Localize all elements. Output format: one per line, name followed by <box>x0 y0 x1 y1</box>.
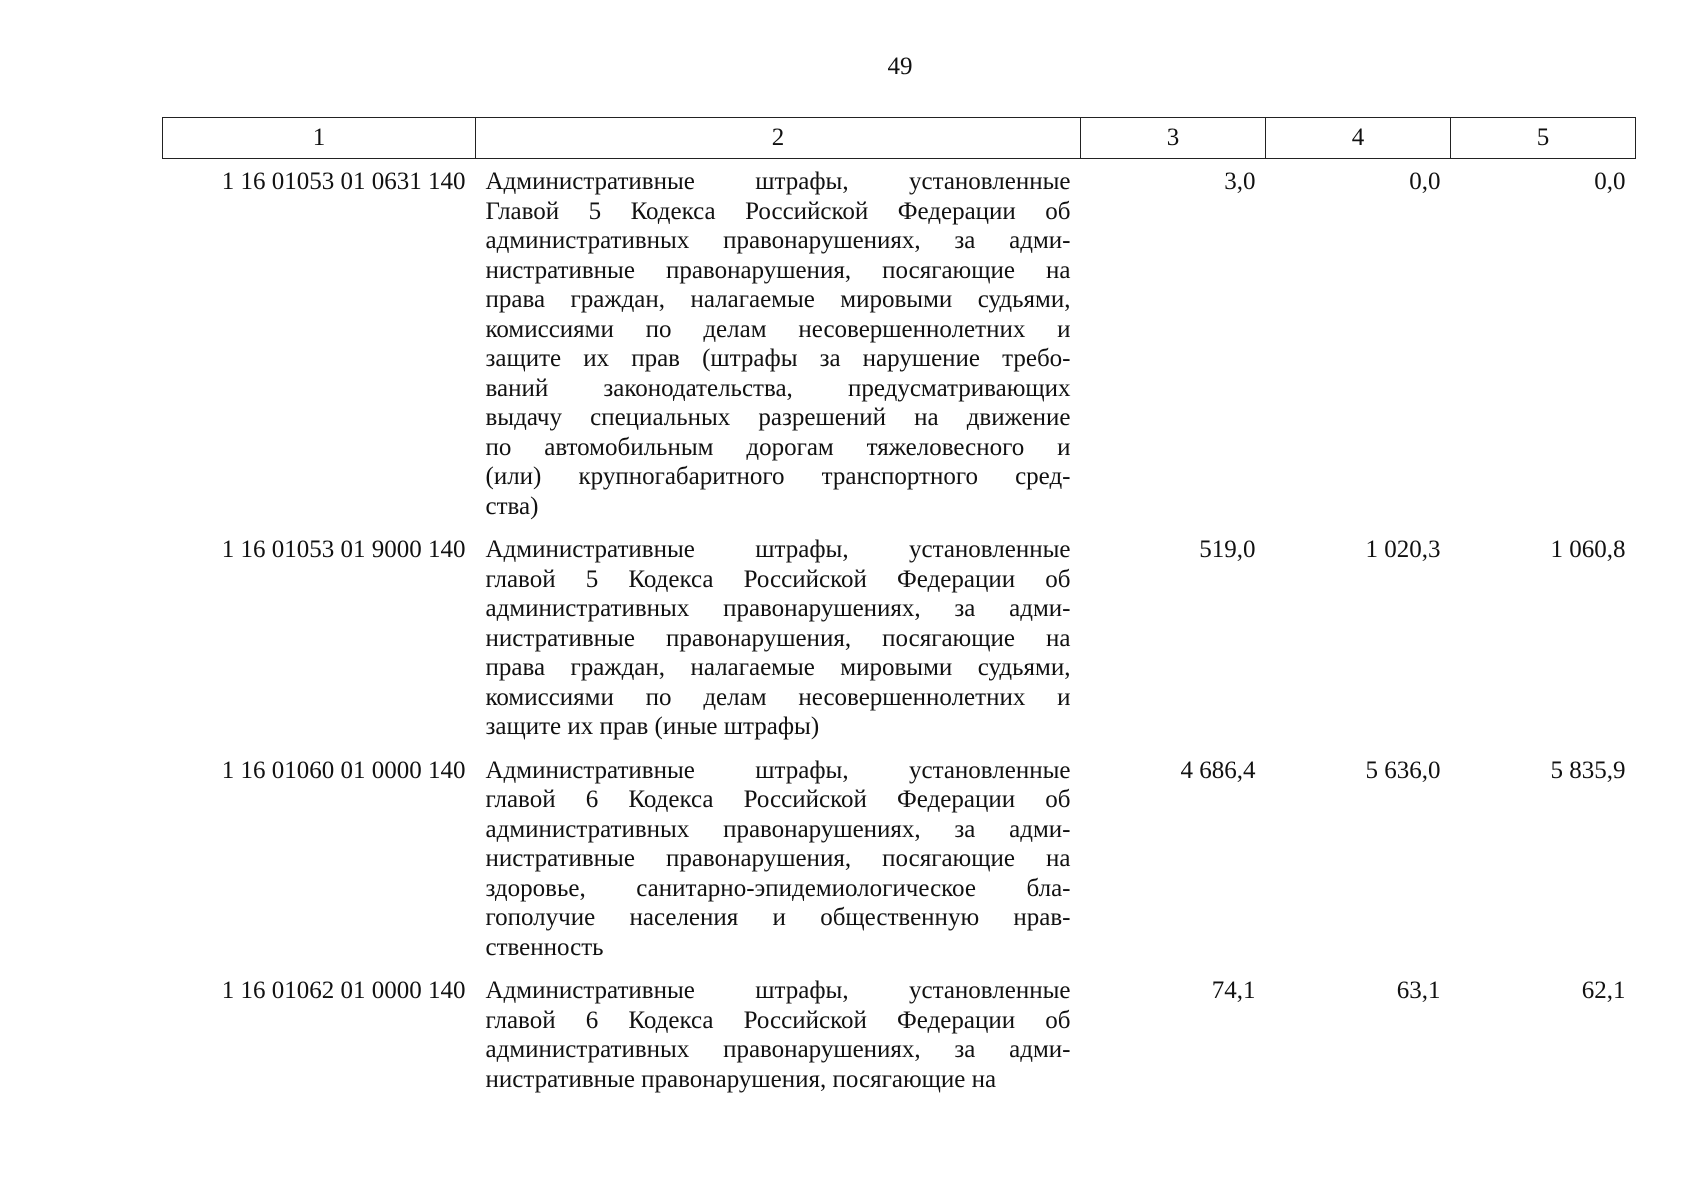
description-line: Главой 5 Кодекса Российской Федерации об <box>485 197 1071 225</box>
description-line: Административные штрафы, установленные <box>485 977 1071 1004</box>
description-cell <box>476 748 1081 969</box>
value-col-5-cell: 5 835,9 <box>1550 756 1626 784</box>
revenue-code-cell: 1 16 01060 01 0000 140 <box>221 756 466 784</box>
description-line: гополучие населения и общественную нрав- <box>485 904 1071 931</box>
value-col-4-cell: 5 636,0 <box>1365 756 1441 784</box>
page-number: 49 <box>887 53 913 80</box>
description-line: нистративные правонарушения, посягающие на <box>485 1065 997 1093</box>
table-body <box>163 159 1636 1101</box>
value-col-4-cell: 63,1 <box>1396 977 1441 1004</box>
description-line: нистративные правонарушения, посягающие на <box>485 624 1071 652</box>
description-line: права граждан, налагаемые мировыми судьями, <box>485 286 1071 313</box>
value-col-5-cell: 0,0 <box>1594 168 1626 195</box>
revenue-code-cell: 1 16 01053 01 0631 140 <box>221 168 466 195</box>
description-cell <box>476 968 1081 1100</box>
description-line: Административные штрафы, установленные <box>485 168 1071 195</box>
description-line: ственность <box>485 933 604 961</box>
value-col-4-cell: 1 020,3 <box>1365 536 1441 563</box>
description-line: здоровье, санитарно-эпидемиологическое бла- <box>485 874 1071 902</box>
description-line: Административные штрафы, установленные <box>485 756 1071 784</box>
table-row <box>163 159 1636 528</box>
description-line: комиссиями по делам несовершеннолетних и <box>485 683 1071 711</box>
value-col-3-cell: 3,0 <box>1224 168 1256 195</box>
description-line: права граждан, налагаемые мировыми судьями, <box>485 654 1071 681</box>
description-cell <box>476 159 1081 528</box>
budget-table <box>162 117 1636 1100</box>
value-col-3-cell: 4 686,4 <box>1180 756 1256 784</box>
description-line: ства) <box>485 492 539 520</box>
description-line: административных правонарушениях, за адми- <box>485 227 1071 254</box>
value-col-3-cell: 74,1 <box>1211 977 1256 1004</box>
description-line: административных правонарушениях, за адми- <box>485 815 1071 843</box>
description-line: главой 5 Кодекса Российской Федерации об <box>485 565 1071 593</box>
revenue-code-cell: 1 16 01062 01 0000 140 <box>221 977 466 1004</box>
header-col-2: 2 <box>476 118 1081 159</box>
description-line: защите их прав (штрафы за нарушение требо- <box>485 345 1071 372</box>
description-line: Административные штрафы, установленные <box>485 536 1071 563</box>
description-line: (или) крупногабаритного транспортного сред- <box>485 463 1071 490</box>
description-line: главой 6 Кодекса Российской Федерации об <box>485 1006 1071 1034</box>
header-col-1: 1 <box>163 118 476 159</box>
value-col-5-cell: 1 060,8 <box>1550 536 1626 563</box>
description-line: административных правонарушениях, за адми- <box>485 595 1071 622</box>
description-line: административных правонарушениях, за адми- <box>485 1036 1071 1063</box>
value-col-5-cell: 62,1 <box>1581 977 1626 1004</box>
header-col-4: 4 <box>1266 118 1451 159</box>
table-row <box>163 527 1636 748</box>
description-line: выдачу специальных разрешений на движение <box>485 404 1071 431</box>
header-col-3: 3 <box>1081 118 1266 159</box>
description-line: нистративные правонарушения, посягающие на <box>485 845 1071 872</box>
header-col-5: 5 <box>1451 118 1636 159</box>
description-line: по автомобильным дорогам тяжеловесного и <box>485 433 1071 461</box>
description-line: ваний законодательства, предусматривающих <box>485 374 1071 402</box>
description-line: защите их прав (иные штрафы) <box>485 713 820 740</box>
description-line: нистративные правонарушения, посягающие на <box>485 256 1071 284</box>
description-cell <box>476 527 1081 748</box>
header-row <box>163 118 1636 159</box>
table-row <box>163 748 1636 969</box>
value-col-3-cell: 519,0 <box>1199 536 1256 563</box>
revenue-code-cell: 1 16 01053 01 9000 140 <box>221 536 466 563</box>
description-line: комиссиями по делам несовершеннолетних и <box>485 315 1071 343</box>
description-line: главой 6 Кодекса Российской Федерации об <box>485 786 1071 813</box>
value-col-4-cell: 0,0 <box>1409 168 1441 195</box>
table-row <box>163 968 1636 1100</box>
table-header <box>163 118 1636 159</box>
